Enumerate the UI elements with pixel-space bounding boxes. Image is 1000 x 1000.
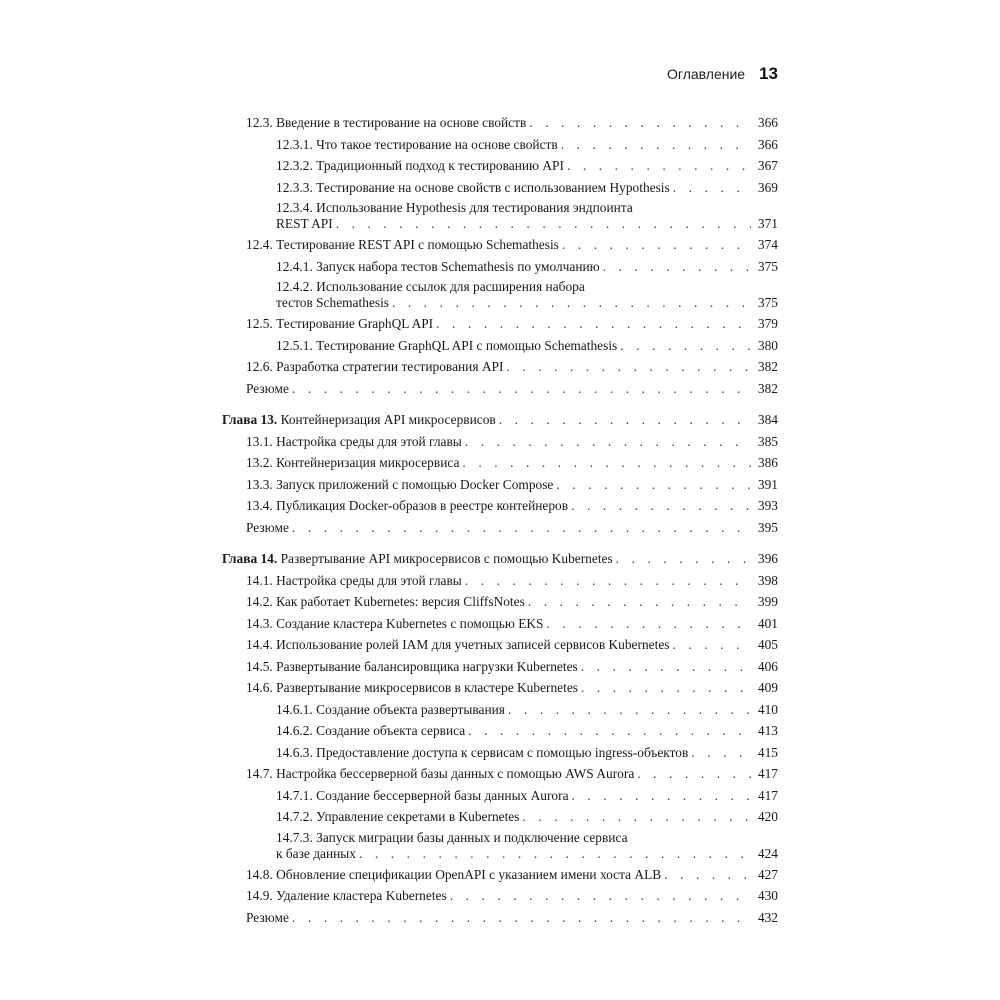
- toc-entry-title: 12.4. Тестирование REST API с помощью Schemathesis: [246, 237, 559, 252]
- toc-entry-title-first-line: 12.3.4. Использование Hypothesis для тестирования эндпоинта: [276, 200, 633, 215]
- toc-entry-title: тестов Schemathesis: [276, 295, 390, 310]
- toc-entry-title: 12.3.1. Что такое тестирование на основе свойств: [276, 136, 558, 152]
- dot-leader: [581, 677, 751, 699]
- dot-leader: [603, 256, 751, 278]
- toc-entry-page: 399: [757, 594, 778, 609]
- toc-entry: [222, 785, 778, 807]
- toc-entry-title: 12.3.2. Традиционный подход к тестированию API: [276, 158, 564, 173]
- toc-entry-page: 410: [757, 701, 778, 717]
- toc-entry-title: 12.5. Тестирование GraphQL API: [246, 316, 434, 331]
- dot-leader: [506, 356, 751, 378]
- dot-leader: [462, 452, 751, 474]
- toc-entry: [222, 134, 778, 156]
- toc-entry-title: 13.2. Контейнеризация микросервиса: [246, 455, 460, 470]
- toc-entry-page: 374: [757, 237, 778, 252]
- toc-entry-title: 14.7.2. Управление секретами в Kubernetes: [276, 809, 520, 824]
- dot-leader: [468, 720, 751, 742]
- toc-entry-title: Развертывание API микросервисов с помощью Kubernetes: [280, 551, 613, 566]
- running-head: [667, 64, 778, 84]
- toc-entry: [222, 591, 778, 613]
- dot-leader: [664, 864, 751, 886]
- toc-entry-page: 386: [757, 455, 778, 470]
- toc-entry-page: 417: [757, 766, 778, 781]
- page-number: 13: [759, 64, 778, 83]
- dot-leader: [359, 846, 751, 862]
- toc-entry-title: 13.4. Публикация Docker-образов в реестре контейнеров: [246, 498, 569, 513]
- toc-entry-page: 366: [757, 136, 778, 152]
- chapter-label: Глава 13.: [222, 412, 278, 427]
- toc-entry: [222, 656, 778, 678]
- toc-entry: [222, 198, 778, 234]
- toc-entry-page: 385: [757, 433, 778, 449]
- dot-leader: [522, 806, 751, 828]
- toc-entry-title: 12.3.3. Тестирование на основе свойств с использованием Hypothesis: [276, 179, 670, 195]
- toc-entry: [222, 356, 778, 378]
- toc-entry: [222, 864, 778, 886]
- toc-entry-page: 380: [757, 337, 778, 353]
- toc-entry: [222, 634, 778, 656]
- toc-entry: [222, 378, 778, 400]
- dot-leader: [673, 177, 751, 199]
- toc-entry-page: 430: [757, 888, 778, 903]
- toc-entry-title-first-line: 14.7.3. Запуск миграции базы данных и подключение сервиса: [276, 829, 628, 845]
- dot-leader: [572, 785, 751, 807]
- chapter-label: Глава 14.: [222, 551, 278, 566]
- toc-entry-title: 14.9. Удаление кластера Kubernetes: [246, 888, 447, 903]
- dot-leader: [450, 885, 751, 907]
- toc-entry-page: 367: [757, 158, 778, 173]
- table-of-contents: [222, 112, 778, 928]
- toc-entry: [222, 517, 778, 539]
- toc-entry: [222, 474, 778, 496]
- toc-entry-page: 427: [757, 866, 778, 882]
- toc-entry-page: 371: [757, 216, 778, 231]
- toc-entry-title: 14.3. Создание кластера Kubernetes с помощью EKS: [246, 615, 544, 631]
- dot-leader: [392, 295, 751, 311]
- dot-leader: [336, 216, 751, 232]
- dot-leader: [691, 742, 751, 764]
- toc-entry-page: 424: [757, 845, 778, 861]
- toc-entry-title: Контейнеризация API микросервисов: [280, 412, 496, 427]
- dot-leader: [528, 591, 751, 613]
- dot-leader: [465, 570, 751, 592]
- dot-leader: [616, 548, 751, 570]
- toc-entry: [222, 720, 778, 742]
- toc-entry-page: 375: [757, 258, 778, 274]
- toc-entry: [222, 256, 778, 278]
- dot-leader: [561, 134, 751, 156]
- dot-leader: [292, 907, 751, 929]
- toc-entry-title: к базе данных: [276, 845, 356, 861]
- toc-entry: [222, 335, 778, 357]
- toc-entry-title: 12.4.1. Запуск набора тестов Schemathesis по умолчанию: [276, 258, 600, 274]
- toc-entry: [222, 763, 778, 785]
- toc-entry: [222, 742, 778, 764]
- toc-entry-page: 406: [757, 658, 778, 674]
- toc-entry-title: 12.5.1. Тестирование GraphQL API с помощью Schemathesis: [276, 337, 618, 353]
- toc-entry-page: 417: [757, 787, 778, 803]
- dot-leader: [637, 763, 751, 785]
- toc-entry-page: 398: [757, 572, 778, 588]
- toc-entry-title: 14.1. Настройка среды для этой главы: [246, 572, 462, 588]
- toc-entry-page: 375: [757, 295, 778, 310]
- toc-entry-title: 14.2. Как работает Kubernetes: версия CliffsNotes: [246, 594, 525, 609]
- dot-leader: [547, 613, 752, 635]
- toc-chapter-entry: [222, 548, 778, 570]
- toc-entry-page: 369: [757, 179, 778, 195]
- dot-leader: [620, 335, 751, 357]
- toc-entry-title: Резюме: [246, 909, 289, 925]
- toc-entry-page: 409: [757, 680, 778, 695]
- toc-entry-page: 405: [757, 637, 778, 652]
- toc-entry: [222, 452, 778, 474]
- dot-leader: [508, 699, 751, 721]
- toc-entry: [222, 699, 778, 721]
- dot-leader: [556, 474, 751, 496]
- toc-entry: [222, 495, 778, 517]
- toc-entry-title: 13.3. Запуск приложений с помощью Docker Compose: [246, 476, 554, 492]
- toc-entry-page: 420: [757, 809, 778, 824]
- dot-leader: [292, 517, 751, 539]
- toc-entry-title: 14.5. Развертывание балансировщика нагрузки Kubernetes: [246, 658, 578, 674]
- toc-entry-page: 413: [757, 723, 778, 738]
- dot-leader: [529, 112, 751, 134]
- toc-entry-title: 14.6.3. Предоставление доступа к сервисам с помощью ingress-объектов: [276, 744, 689, 760]
- toc-entry: [222, 907, 778, 929]
- toc-entry: [222, 313, 778, 335]
- running-head-title: Оглавление: [667, 66, 746, 82]
- toc-entry-title: 13.1. Настройка среды для этой главы: [246, 433, 462, 449]
- toc-entry-page: 382: [757, 380, 778, 396]
- toc-entry-page: 391: [757, 476, 778, 492]
- toc-entry: [222, 277, 778, 313]
- toc-entry-page: 384: [757, 412, 778, 427]
- toc-entry-page: 401: [757, 615, 778, 631]
- toc-entry-page: 396: [757, 551, 778, 566]
- toc-entry: [222, 613, 778, 635]
- toc-entry-title: Резюме: [246, 380, 289, 396]
- toc-entry-page: 379: [757, 316, 778, 331]
- toc-entry-title: REST API: [276, 216, 333, 231]
- toc-entry: [222, 112, 778, 134]
- toc-entry: [222, 155, 778, 177]
- dot-leader: [581, 656, 751, 678]
- toc-entry-title: 14.7. Настройка бессерверной базы данных с помощью AWS Aurora: [246, 766, 635, 781]
- toc-entry-title: 12.6. Разработка стратегии тестирования API: [246, 359, 504, 374]
- toc-entry-title: Резюме: [246, 519, 289, 535]
- dot-leader: [562, 234, 751, 256]
- toc-entry: [222, 570, 778, 592]
- toc-entry: [222, 885, 778, 907]
- dot-leader: [567, 155, 751, 177]
- toc-entry-page: 393: [757, 498, 778, 513]
- dot-leader: [499, 409, 751, 431]
- toc-entry: [222, 177, 778, 199]
- dot-leader: [672, 634, 751, 656]
- toc-entry: [222, 806, 778, 828]
- toc-chapter-entry: [222, 409, 778, 431]
- toc-entry-page: 382: [757, 359, 778, 374]
- toc-entry-title: 14.8. Обновление спецификации OpenAPI с указанием имени хоста ALB: [246, 866, 662, 882]
- toc-entry-page: 395: [757, 519, 778, 535]
- toc-entry-title: 14.4. Использование ролей IAM для учетных записей сервисов Kubernetes: [246, 637, 670, 652]
- toc-entry: [222, 828, 778, 864]
- dot-leader: [571, 495, 751, 517]
- toc-entry-title: 14.6.1. Создание объекта развертывания: [276, 701, 505, 717]
- toc-entry: [222, 234, 778, 256]
- toc-entry-title: 14.6. Развертывание микросервисов в кластере Kubernetes: [246, 680, 578, 695]
- toc-entry-page: 432: [757, 909, 778, 925]
- toc-entry-title-first-line: 12.4.2. Использование ссылок для расширения набора: [276, 279, 585, 294]
- toc-entry: [222, 677, 778, 699]
- toc-entry-title: 14.7.1. Создание бессерверной базы данных Aurora: [276, 787, 569, 803]
- toc-entry: [222, 431, 778, 453]
- toc-entry-title: 12.3. Введение в тестирование на основе свойств: [246, 115, 527, 130]
- toc-entry-page: 366: [757, 115, 778, 130]
- dot-leader: [465, 431, 751, 453]
- dot-leader: [292, 378, 751, 400]
- dot-leader: [436, 313, 751, 335]
- toc-entry-page: 415: [757, 744, 778, 760]
- toc-entry-title: 14.6.2. Создание объекта сервиса: [276, 723, 466, 738]
